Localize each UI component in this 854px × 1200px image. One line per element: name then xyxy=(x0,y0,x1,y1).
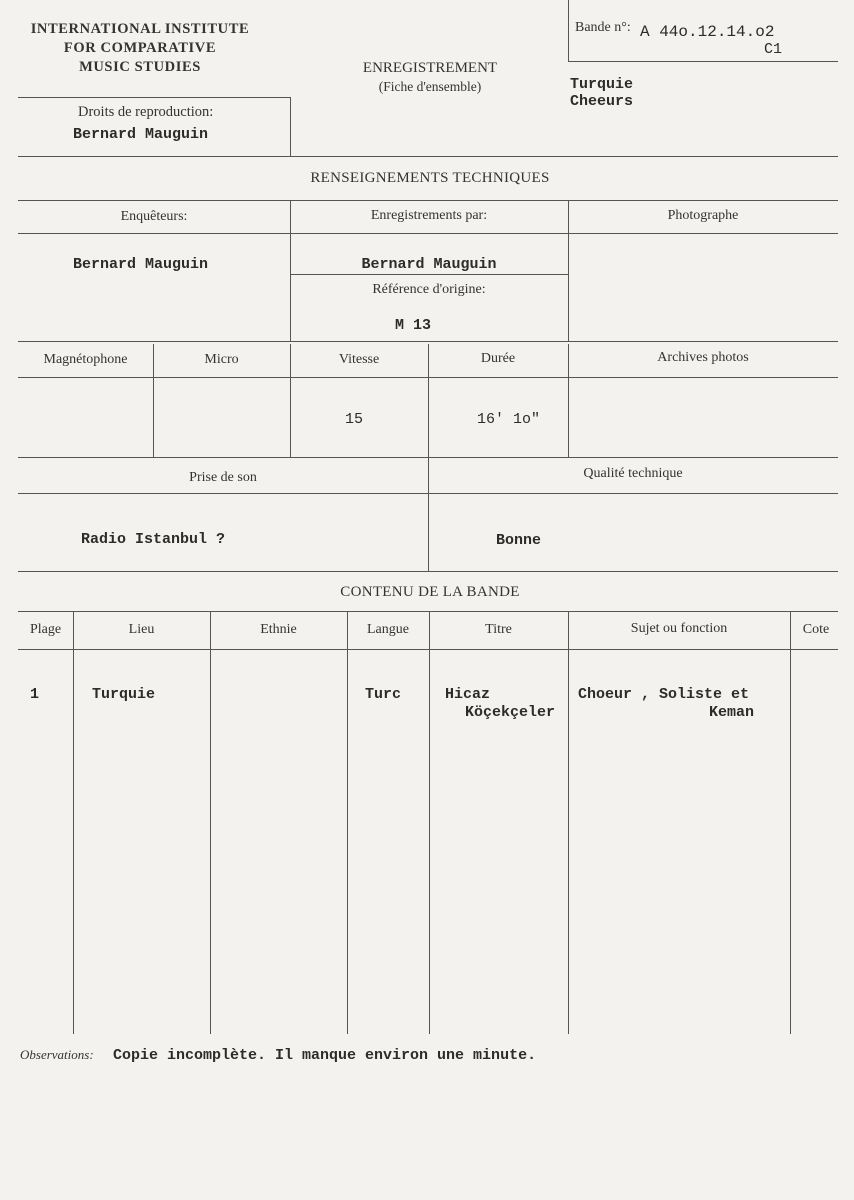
row-titre-line-1: Hicaz xyxy=(445,686,491,703)
enregistrements-value: Bernard Mauguin xyxy=(361,256,497,273)
duree-label: Durée xyxy=(480,351,516,366)
institute-line-3: MUSIC STUDIES xyxy=(79,59,201,75)
qualite-technique-label: Qualité technique xyxy=(583,466,683,481)
vitesse-label: Vitesse xyxy=(338,352,380,367)
magnetophone-label: Magnétophone xyxy=(43,352,128,367)
row-sujet-line-1: Choeur , Soliste et xyxy=(578,686,750,703)
col-sujet: Sujet ou fonction xyxy=(630,621,728,636)
bande-label: Bande n°: xyxy=(575,20,631,35)
record-subtitle: (Fiche d'ensemble) xyxy=(378,79,482,94)
reference-label: Référence d'origine: xyxy=(372,282,486,297)
contents-heading: CONTENU DE LA BANDE xyxy=(340,584,520,600)
enqueteurs-label: Enquêteurs: xyxy=(120,209,188,224)
col-ethnie: Ethnie xyxy=(260,622,297,637)
enregistrements-label: Enregistrements par: xyxy=(370,208,488,223)
micro-label: Micro xyxy=(204,352,239,367)
bande-number: A 44o.12.14.o2 xyxy=(640,23,775,41)
row-titre-line-2: Köçekçeler xyxy=(465,704,556,721)
reference-value: M 13 xyxy=(395,317,432,334)
archives-photos-label: Archives photos xyxy=(657,350,749,365)
col-lieu: Lieu xyxy=(128,622,155,637)
observations-value: Copie incomplète. Il manque environ une minute. xyxy=(113,1047,537,1064)
row-plage: 1 xyxy=(30,686,40,703)
col-plage: Plage xyxy=(29,622,62,637)
prise-de-son-label: Prise de son xyxy=(189,470,257,485)
record-title: ENREGISTREMENT xyxy=(362,60,498,76)
duree-value: 16' 1o" xyxy=(477,411,541,428)
country: Turquie xyxy=(570,76,634,93)
institute-name xyxy=(10,20,270,77)
bande-code: C1 xyxy=(764,41,783,58)
rights-value: Bernard Mauguin xyxy=(73,126,209,143)
observations-label: Observations: xyxy=(20,1047,94,1062)
row-lieu: Turquie xyxy=(92,686,156,703)
col-titre: Titre xyxy=(485,622,512,637)
subject: Cheeurs xyxy=(570,93,634,110)
row-sujet-line-2: Keman xyxy=(709,704,755,721)
vitesse-value: 15 xyxy=(345,411,364,428)
col-cote: Cote xyxy=(802,622,830,637)
institute-line-1: INTERNATIONAL INSTITUTE xyxy=(30,21,250,37)
enqueteurs-value: Bernard Mauguin xyxy=(73,256,209,273)
prise-de-son-value: Radio Istanbul ? xyxy=(81,531,226,548)
col-langue: Langue xyxy=(367,622,409,637)
technical-heading: RENSEIGNEMENTS TECHNIQUES xyxy=(310,170,550,186)
qualite-technique-value: Bonne xyxy=(496,532,542,549)
row-langue: Turc xyxy=(365,686,402,703)
institute-line-2: FOR COMPARATIVE xyxy=(63,40,217,56)
photographe-label: Photographe xyxy=(667,208,739,223)
rights-label: Droits de reproduction: xyxy=(78,104,214,120)
